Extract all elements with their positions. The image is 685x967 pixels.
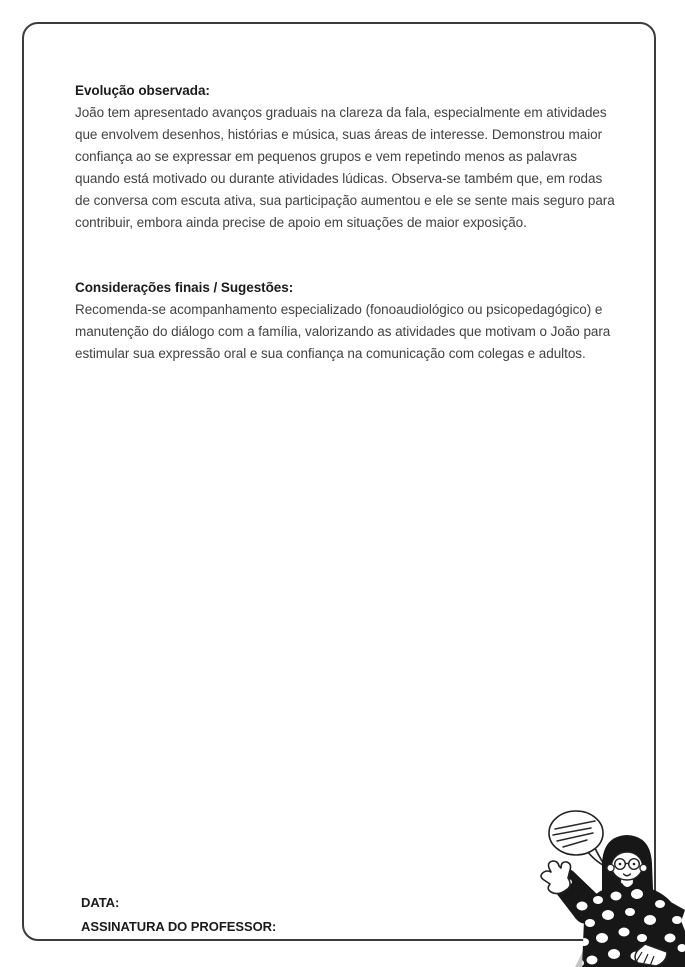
section-consideracoes [75,277,654,365]
section-evolucao [75,80,654,234]
signature-block [81,891,276,939]
teacher-illustration [520,780,685,967]
section-heading-evolucao: Evolução observada: [75,83,210,98]
section-body-evolucao: João tem apresentado avanços graduais na clareza da fala, especialmente em atividades que envolvem desenhos, histórias e música, suas áreas de interesse. Demonstrou maior confiança ao se expressar em pequenos grupos e vem repetindo menos as palavras quando está motivado ou durante atividades lúdicas. Observa-se também que, em rodas de conversa com escuta ativa, sua participação aumentou e ele se sente mais seguro para contribuir, embora ainda precise de apoio em situações de maior exposição. [75,105,615,230]
section-body-consideracoes: Recomenda-se acompanhamento especializado (fonoaudiológico ou psicopedagógico) e manutenção do diálogo com a família, valorizando as atividades que motivam o João para estimular sua expressão oral e sua confiança na comunicação com colegas e adultos. [75,302,611,361]
open-hand-icon [541,861,571,894]
report-content [24,24,654,365]
teacher-with-speech-bubble-icon [520,780,685,967]
teacher-figure [541,835,685,967]
date-label: DATA: [81,895,120,910]
speech-bubble-icon [549,811,605,866]
section-heading-consideracoes: Considerações finais / Sugestões: [75,280,294,295]
teacher-signature-label: ASSINATURA DO PROFESSOR: [81,919,277,934]
